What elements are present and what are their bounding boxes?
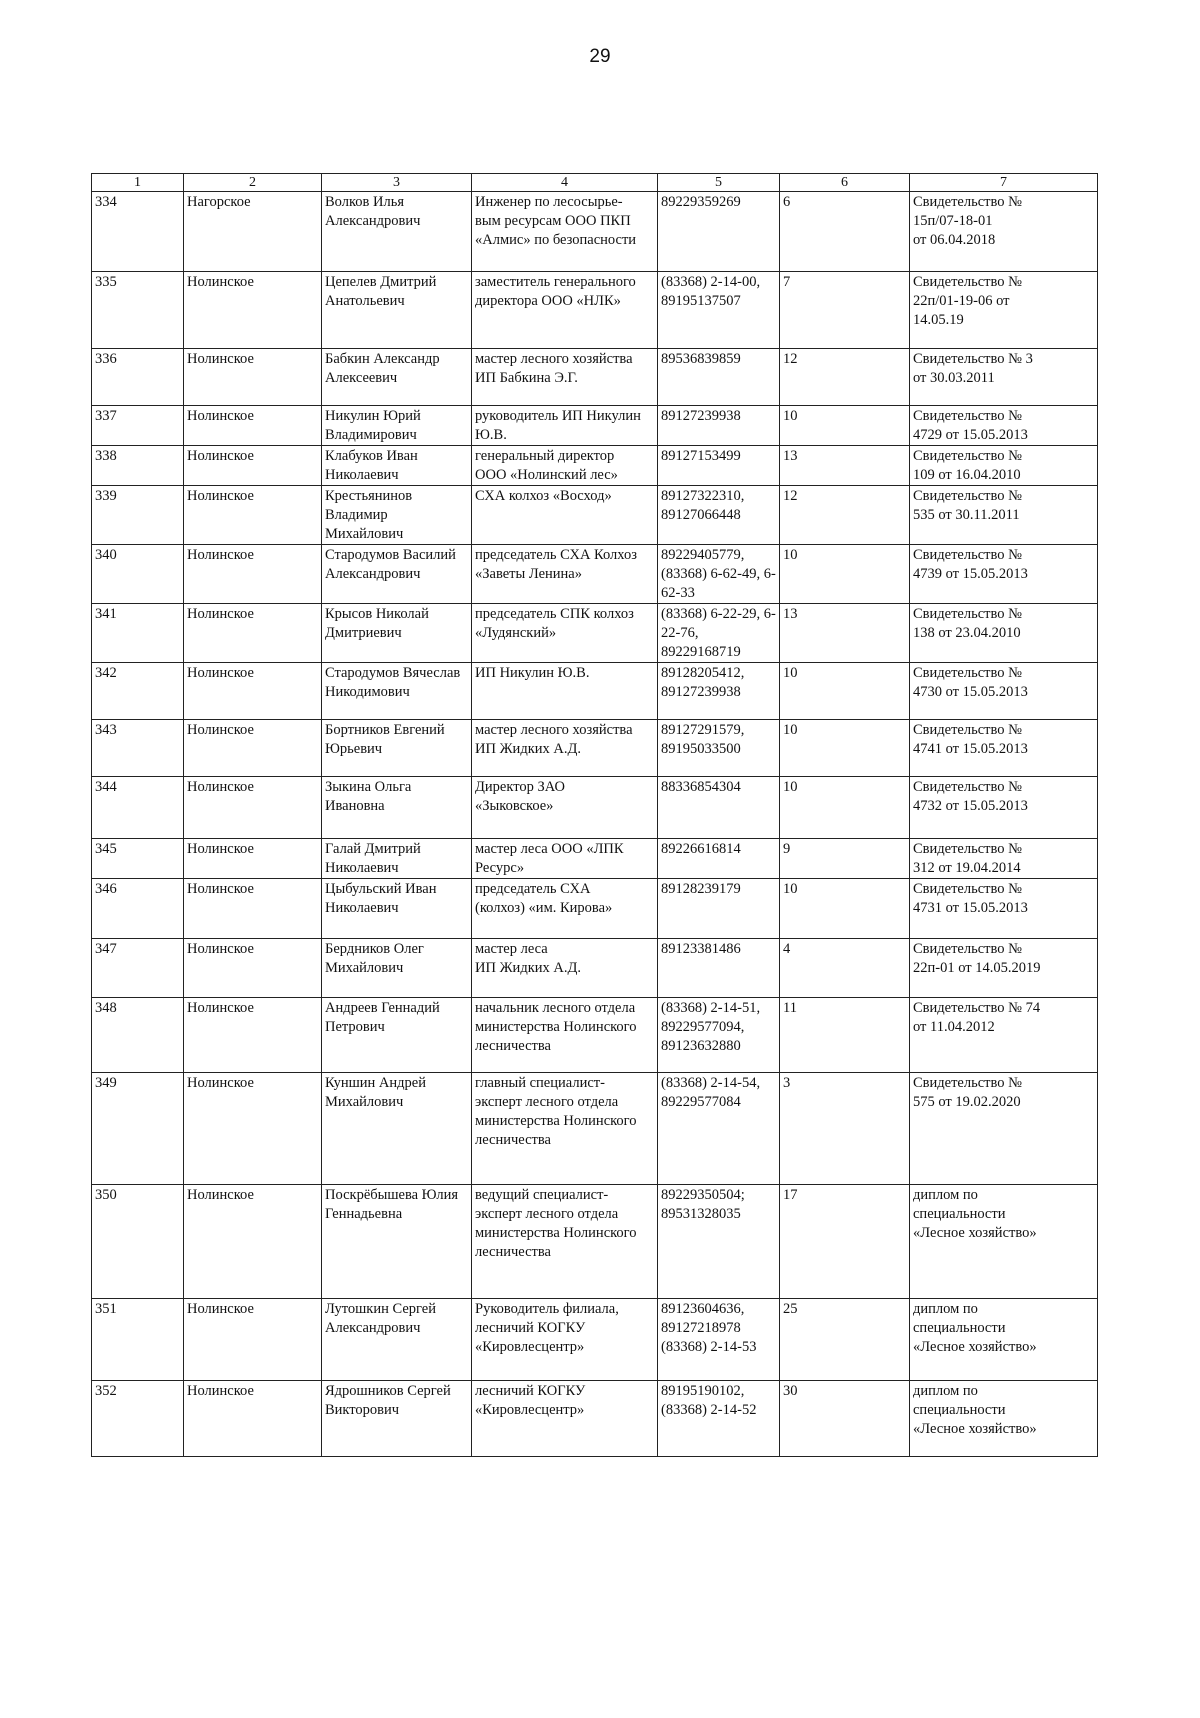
header-row [92, 174, 1098, 192]
cell-experience: 25 [780, 1299, 910, 1381]
table-row [92, 1381, 1098, 1457]
cell-full-name: Поскрёбышева Юлия Геннадьевна [322, 1185, 472, 1299]
cell-forestry: Нолинское [184, 272, 322, 349]
table-row [92, 406, 1098, 446]
table-row [92, 663, 1098, 720]
cell-full-name: Волков Илья Александрович [322, 192, 472, 272]
cell-row-number: 336 [92, 349, 184, 406]
cell-position: Директор ЗАО «Зыковское» [472, 777, 658, 839]
cell-phone: 89127153499 [658, 446, 780, 486]
cell-phone: 89127322310, 89127066448 [658, 486, 780, 545]
cell-full-name: Крестьянинов Владимир Михайлович [322, 486, 472, 545]
cell-forestry: Нагорское [184, 192, 322, 272]
column-header: 2 [184, 174, 322, 192]
cell-forestry: Нолинское [184, 663, 322, 720]
page-number: 29 [589, 46, 611, 67]
cell-experience: 10 [780, 663, 910, 720]
cell-forestry: Нолинское [184, 839, 322, 879]
cell-phone: 89127291579, 89195033500 [658, 720, 780, 777]
cell-position: мастер лесного хозяйства ИП Бабкина Э.Г. [472, 349, 658, 406]
table-row [92, 192, 1098, 272]
table-row [92, 777, 1098, 839]
cell-row-number: 347 [92, 939, 184, 998]
cell-full-name: Цыбульский Иван Николаевич [322, 879, 472, 939]
cell-experience: 9 [780, 839, 910, 879]
cell-experience: 10 [780, 545, 910, 604]
cell-row-number: 335 [92, 272, 184, 349]
cell-full-name: Бердников Олег Михайлович [322, 939, 472, 998]
cell-position: ИП Никулин Ю.В. [472, 663, 658, 720]
cell-position: генеральный директор ООО «Нолинский лес» [472, 446, 658, 486]
cell-experience: 6 [780, 192, 910, 272]
cell-certificate: Свидетельство № 4730 от 15.05.2013 [910, 663, 1098, 720]
cell-full-name: Крысов Николай Дмитриевич [322, 604, 472, 663]
cell-experience: 17 [780, 1185, 910, 1299]
table-row [92, 720, 1098, 777]
table-row [92, 604, 1098, 663]
table-row [92, 349, 1098, 406]
cell-experience: 13 [780, 604, 910, 663]
cell-forestry: Нолинское [184, 545, 322, 604]
cell-full-name: Андреев Геннадий Петрович [322, 998, 472, 1073]
cell-row-number: 348 [92, 998, 184, 1073]
cell-forestry: Нолинское [184, 349, 322, 406]
table-row [92, 879, 1098, 939]
cell-experience: 30 [780, 1381, 910, 1457]
cell-forestry: Нолинское [184, 1185, 322, 1299]
cell-certificate: Свидетельство № 535 от 30.11.2011 [910, 486, 1098, 545]
cell-forestry: Нолинское [184, 604, 322, 663]
cell-forestry: Нолинское [184, 939, 322, 998]
cell-forestry: Нолинское [184, 406, 322, 446]
cell-experience: 10 [780, 406, 910, 446]
cell-forestry: Нолинское [184, 446, 322, 486]
cell-row-number: 342 [92, 663, 184, 720]
cell-phone: 89128205412, 89127239938 [658, 663, 780, 720]
table-row [92, 446, 1098, 486]
table-row [92, 998, 1098, 1073]
cell-phone: 89123381486 [658, 939, 780, 998]
column-header: 4 [472, 174, 658, 192]
cell-position: СХА колхоз «Восход» [472, 486, 658, 545]
cell-experience: 7 [780, 272, 910, 349]
cell-position: начальник лесного отдела министерства Нолинского лесничества [472, 998, 658, 1073]
table-row [92, 1185, 1098, 1299]
cell-position: главный специалист- эксперт лесного отдела министерства Нолинского лесничества [472, 1073, 658, 1185]
cell-forestry: Нолинское [184, 720, 322, 777]
cell-phone: (83368) 2-14-54, 89229577084 [658, 1073, 780, 1185]
table-row [92, 939, 1098, 998]
cell-position: лесничий КОГКУ «Кировлесцентр» [472, 1381, 658, 1457]
cell-certificate: Свидетельство № 4732 от 15.05.2013 [910, 777, 1098, 839]
cell-certificate: Свидетельство № 109 от 16.04.2010 [910, 446, 1098, 486]
cell-forestry: Нолинское [184, 1299, 322, 1381]
cell-phone: 89226616814 [658, 839, 780, 879]
cell-row-number: 337 [92, 406, 184, 446]
column-header: 5 [658, 174, 780, 192]
cell-certificate: Свидетельство № 22п-01 от 14.05.2019 [910, 939, 1098, 998]
cell-full-name: Галай Дмитрий Николаевич [322, 839, 472, 879]
cell-full-name: Бабкин Александр Алексеевич [322, 349, 472, 406]
column-header: 1 [92, 174, 184, 192]
cell-experience: 10 [780, 720, 910, 777]
cell-position: председатель СХА Колхоз «Заветы Ленина» [472, 545, 658, 604]
cell-forestry: Нолинское [184, 1381, 322, 1457]
cell-position: председатель СПК колхоз «Лудянский» [472, 604, 658, 663]
cell-phone: 89229405779, (83368) 6-62-49, 6- 62-33 [658, 545, 780, 604]
table-row [92, 545, 1098, 604]
cell-position: мастер лесного хозяйства ИП Жидких А.Д. [472, 720, 658, 777]
table-row [92, 839, 1098, 879]
specialists-table [91, 173, 1098, 1457]
cell-forestry: Нолинское [184, 879, 322, 939]
cell-phone: 89128239179 [658, 879, 780, 939]
cell-full-name: Ядрошников Сергей Викторович [322, 1381, 472, 1457]
cell-position: Инженер по лесосырье- вым ресурсам ООО ПКП «Алмис» по безопасности [472, 192, 658, 272]
cell-position: мастер леса ИП Жидких А.Д. [472, 939, 658, 998]
cell-forestry: Нолинское [184, 486, 322, 545]
cell-row-number: 341 [92, 604, 184, 663]
cell-certificate: Свидетельство № 4739 от 15.05.2013 [910, 545, 1098, 604]
cell-certificate: Свидетельство № 575 от 19.02.2020 [910, 1073, 1098, 1185]
cell-phone: 89127239938 [658, 406, 780, 446]
cell-experience: 11 [780, 998, 910, 1073]
cell-full-name: Зыкина Ольга Ивановна [322, 777, 472, 839]
cell-row-number: 344 [92, 777, 184, 839]
cell-certificate: Свидетельство № 15п/07-18-01 от 06.04.2018 [910, 192, 1098, 272]
cell-row-number: 352 [92, 1381, 184, 1457]
cell-experience: 4 [780, 939, 910, 998]
cell-position: Руководитель филиала, лесничий КОГКУ «Кировлесцентр» [472, 1299, 658, 1381]
cell-full-name: Стародумов Вячеслав Никодимович [322, 663, 472, 720]
cell-position: председатель СХА (колхоз) «им. Кирова» [472, 879, 658, 939]
cell-certificate: диплом по специальности «Лесное хозяйство» [910, 1185, 1098, 1299]
cell-certificate: диплом по специальности «Лесное хозяйство» [910, 1381, 1098, 1457]
cell-phone: 89229359269 [658, 192, 780, 272]
cell-experience: 12 [780, 486, 910, 545]
cell-row-number: 350 [92, 1185, 184, 1299]
cell-certificate: Свидетельство № 4731 от 15.05.2013 [910, 879, 1098, 939]
cell-full-name: Лутошкин Сергей Александрович [322, 1299, 472, 1381]
cell-certificate: Свидетельство № 138 от 23.04.2010 [910, 604, 1098, 663]
cell-row-number: 349 [92, 1073, 184, 1185]
cell-phone: (83368) 2-14-51, 89229577094, 89123632880 [658, 998, 780, 1073]
cell-row-number: 345 [92, 839, 184, 879]
cell-row-number: 338 [92, 446, 184, 486]
cell-phone: 89229350504; 89531328035 [658, 1185, 780, 1299]
cell-full-name: Стародумов Василий Александрович [322, 545, 472, 604]
cell-full-name: Куншин Андрей Михайлович [322, 1073, 472, 1185]
cell-phone: 88336854304 [658, 777, 780, 839]
column-header: 3 [322, 174, 472, 192]
cell-experience: 3 [780, 1073, 910, 1185]
cell-phone: 89123604636, 89127218978 (83368) 2-14-53 [658, 1299, 780, 1381]
cell-row-number: 334 [92, 192, 184, 272]
table-row [92, 1299, 1098, 1381]
cell-row-number: 340 [92, 545, 184, 604]
cell-position: заместитель генерального директора ООО «НЛК» [472, 272, 658, 349]
cell-experience: 13 [780, 446, 910, 486]
cell-experience: 10 [780, 777, 910, 839]
cell-certificate: Свидетельство № 74 от 11.04.2012 [910, 998, 1098, 1073]
cell-position: мастер леса ООО «ЛПК Ресурс» [472, 839, 658, 879]
cell-row-number: 351 [92, 1299, 184, 1381]
cell-certificate: Свидетельство № 4741 от 15.05.2013 [910, 720, 1098, 777]
table-row [92, 1073, 1098, 1185]
cell-full-name: Клабуков Иван Николаевич [322, 446, 472, 486]
column-header: 6 [780, 174, 910, 192]
cell-full-name: Цепелев Дмитрий Анатольевич [322, 272, 472, 349]
cell-certificate: Свидетельство № 22п/01-19-06 от 14.05.19 [910, 272, 1098, 349]
cell-phone: (83368) 6-22-29, 6- 22-76, 89229168719 [658, 604, 780, 663]
cell-certificate: диплом по специальности «Лесное хозяйство» [910, 1299, 1098, 1381]
cell-row-number: 343 [92, 720, 184, 777]
cell-row-number: 339 [92, 486, 184, 545]
cell-forestry: Нолинское [184, 998, 322, 1073]
cell-position: руководитель ИП Никулин Ю.В. [472, 406, 658, 446]
cell-full-name: Никулин Юрий Владимирович [322, 406, 472, 446]
table-body [92, 192, 1098, 1457]
cell-phone: 89536839859 [658, 349, 780, 406]
cell-forestry: Нолинское [184, 1073, 322, 1185]
cell-forestry: Нолинское [184, 777, 322, 839]
cell-certificate: Свидетельство № 3 от 30.03.2011 [910, 349, 1098, 406]
cell-phone: 89195190102, (83368) 2-14-52 [658, 1381, 780, 1457]
table-row [92, 272, 1098, 349]
table-row [92, 486, 1098, 545]
cell-certificate: Свидетельство № 4729 от 15.05.2013 [910, 406, 1098, 446]
cell-full-name: Бортников Евгений Юрьевич [322, 720, 472, 777]
cell-position: ведущий специалист- эксперт лесного отдела министерства Нолинского лесничества [472, 1185, 658, 1299]
cell-phone: (83368) 2-14-00, 89195137507 [658, 272, 780, 349]
cell-experience: 10 [780, 879, 910, 939]
cell-row-number: 346 [92, 879, 184, 939]
cell-experience: 12 [780, 349, 910, 406]
column-header: 7 [910, 174, 1098, 192]
cell-certificate: Свидетельство № 312 от 19.04.2014 [910, 839, 1098, 879]
